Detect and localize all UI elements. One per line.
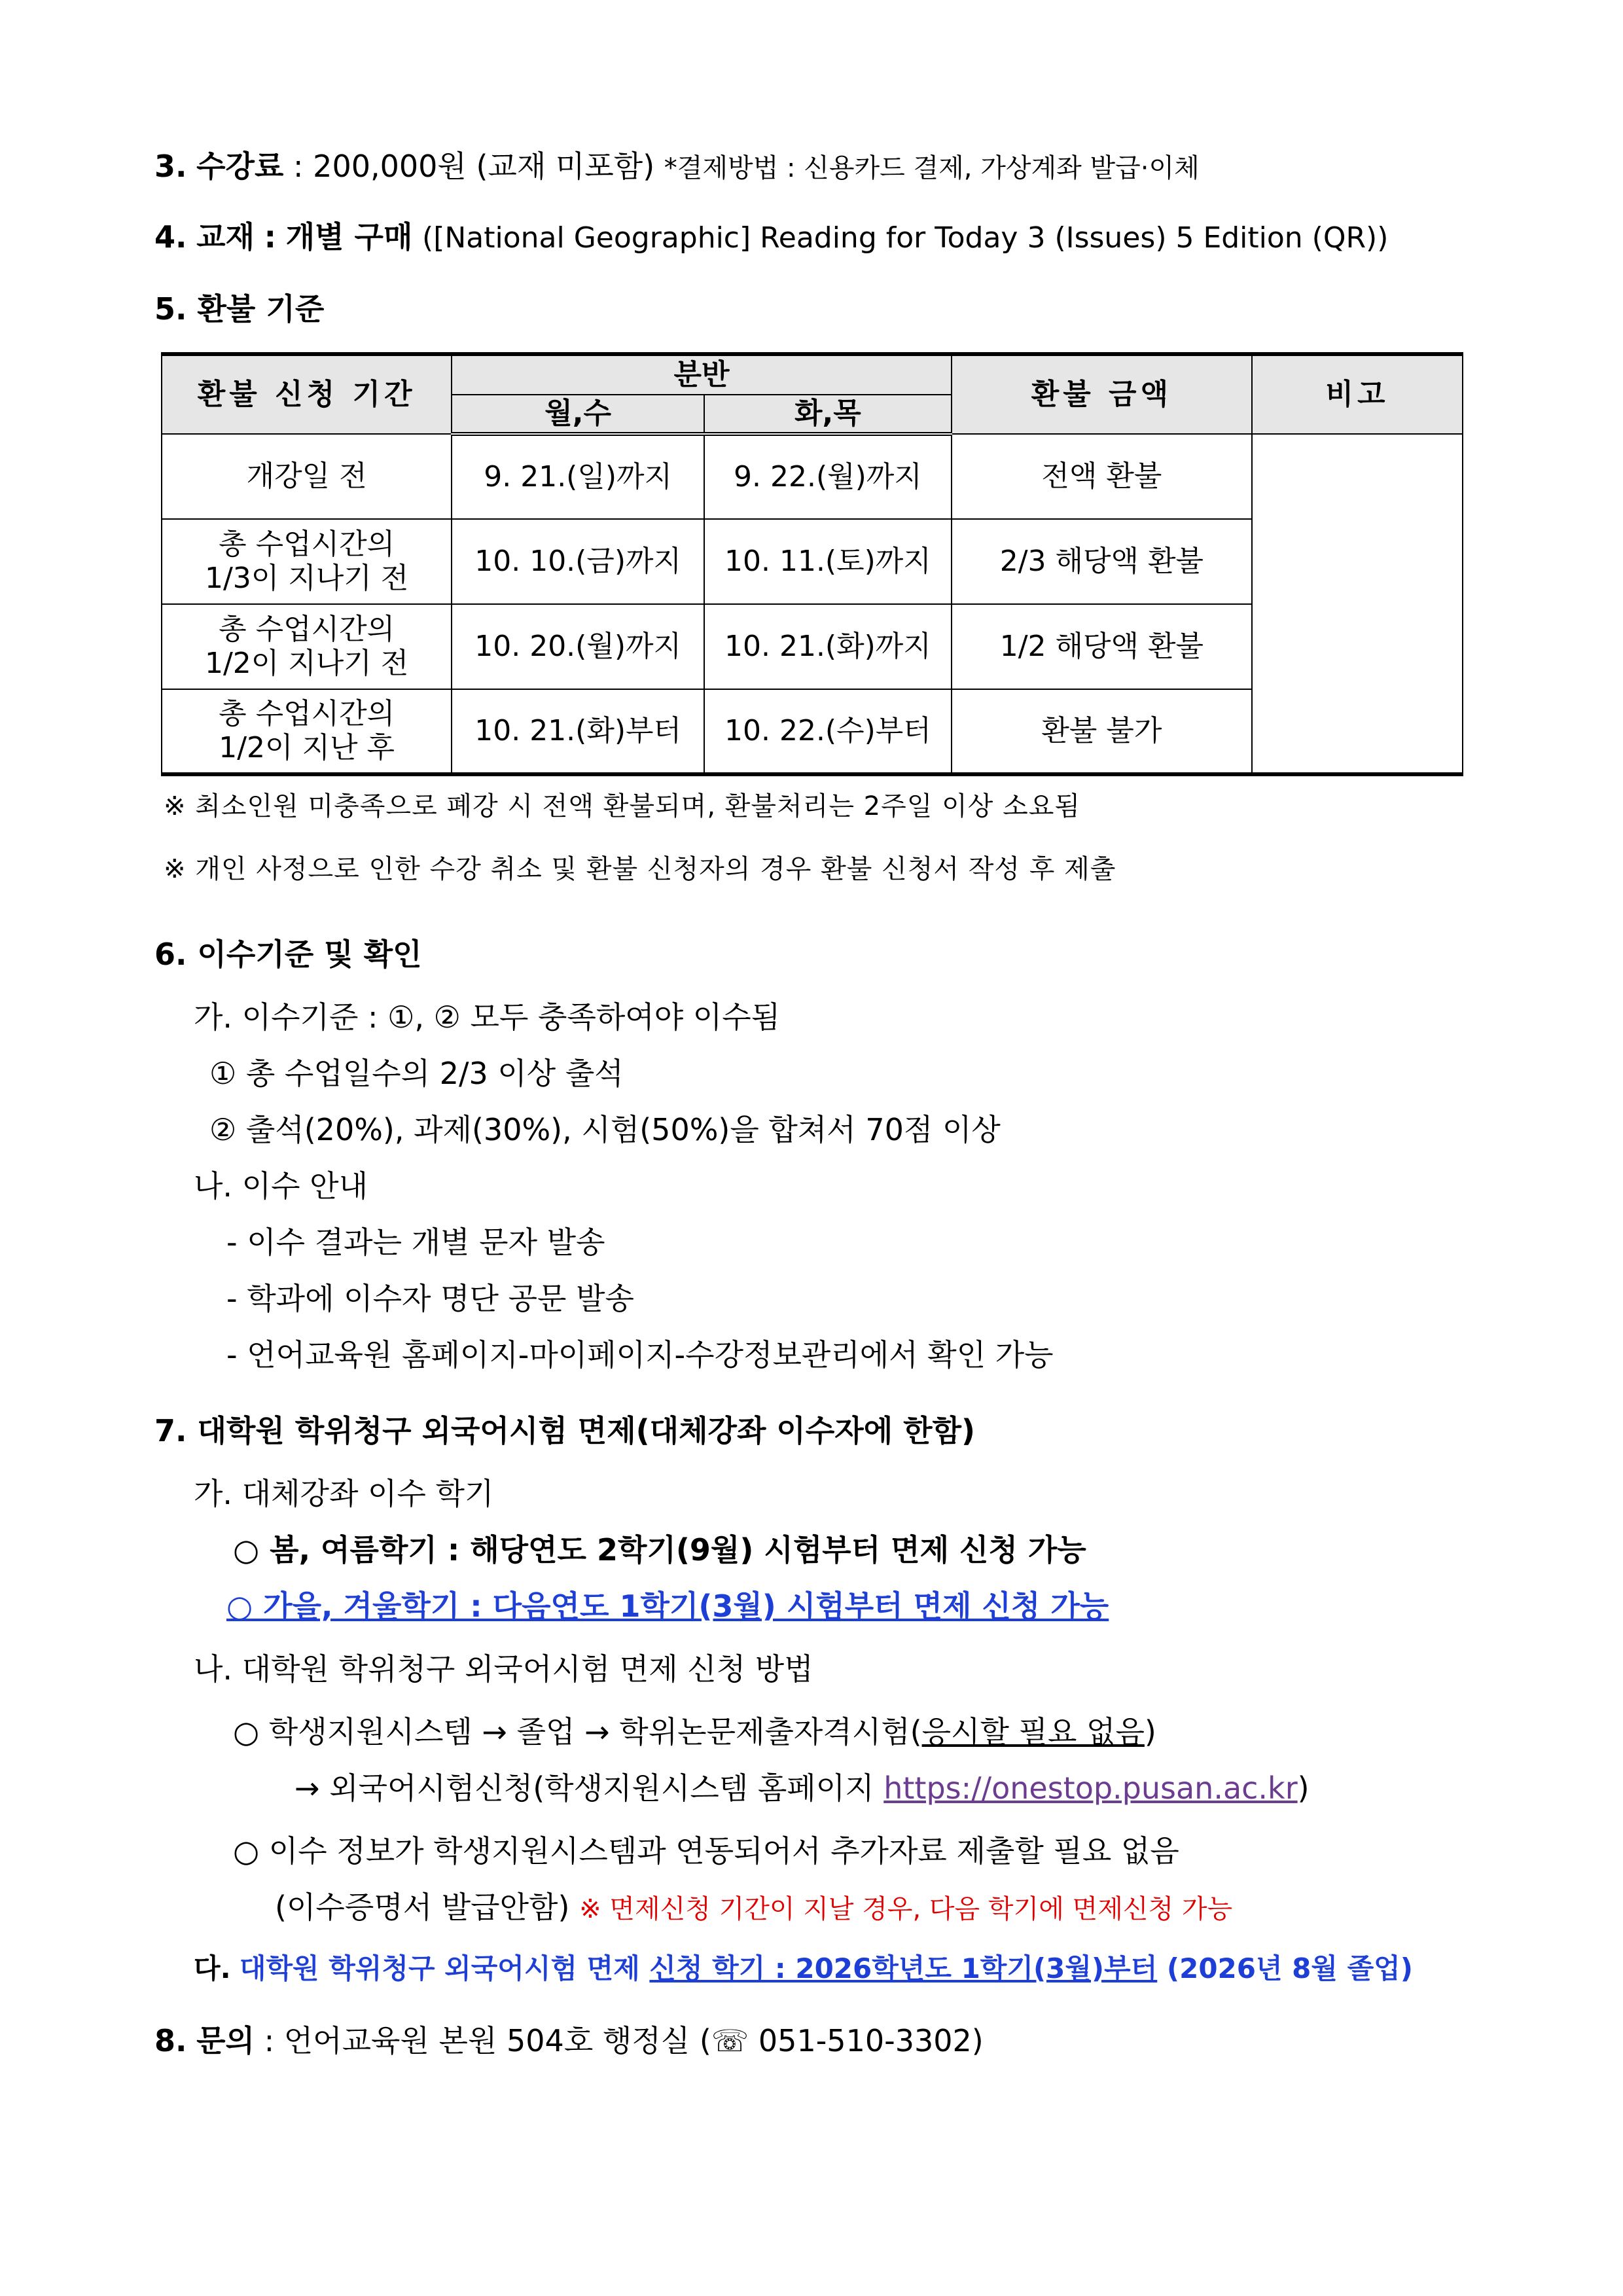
section-number: 3. bbox=[154, 149, 187, 184]
section-5-heading: 5. 환불 기준 bbox=[154, 291, 325, 327]
amount-cell: 전액 환불 bbox=[952, 434, 1252, 519]
purchase-type: 개별 구매 bbox=[285, 219, 413, 255]
tue-thu-cell: 10. 21.(화)까지 bbox=[704, 604, 952, 689]
completion-criteria: 가. 이수기준 : ①, ② 모두 충족하여야 이수됨 bbox=[194, 999, 781, 1035]
exemption-semester bbox=[194, 1948, 1413, 1990]
period-cell: 총 수업시간의 1/3이 지나기 전 bbox=[162, 519, 452, 604]
method-step-1 bbox=[233, 1711, 1156, 1753]
no-exam-needed: 응시할 필요 없음 bbox=[921, 1714, 1145, 1749]
fall-winter-rule: ○ 가을, 겨울학기 : 다음연도 1학기(3월) 시험부터 면제 신청 가능 bbox=[226, 1588, 1109, 1624]
period-cell: 개강일 전 bbox=[162, 434, 452, 519]
section-8-inquiry bbox=[154, 2020, 984, 2062]
mon-wed-cell: 9. 21.(일)까지 bbox=[452, 434, 704, 519]
tue-thu-cell: 9. 22.(월)까지 bbox=[704, 434, 952, 519]
note-cell bbox=[1252, 434, 1463, 774]
method-step-1-text: ○ 학생지원시스템 → 졸업 → 학위논문제출자격시험( bbox=[233, 1714, 922, 1749]
period-cell: 총 수업시간의 1/2이 지나기 전 bbox=[162, 604, 452, 689]
header-note: 비고 bbox=[1252, 354, 1463, 434]
exemption-semester-text-1: 대학원 학위청구 외국어시험 면제 bbox=[239, 1952, 650, 1984]
colon: : bbox=[293, 149, 304, 184]
table-row bbox=[162, 434, 1463, 519]
guide-item-2: - 학과에 이수자 명단 공문 발송 bbox=[226, 1281, 634, 1316]
payment-method: *결제방법 : 신용카드 결제, 가상계좌 발급·이체 bbox=[664, 153, 1200, 183]
amount-cell: 환불 불가 bbox=[952, 689, 1252, 774]
paren-close: ) bbox=[1297, 1770, 1310, 1806]
criteria-2: ② 출석(20%), 과제(30%), 시험(50%)을 합쳐서 70점 이상 bbox=[209, 1112, 1001, 1147]
tue-thu-cell: 10. 22.(수)부터 bbox=[704, 689, 952, 774]
exemption-method: 나. 대학원 학위청구 외국어시험 면제 신청 방법 bbox=[194, 1651, 813, 1687]
section-title: 문의 bbox=[196, 2023, 255, 2058]
colon: : bbox=[264, 219, 277, 255]
method-step-2 bbox=[294, 1767, 1310, 1809]
guide-item-1: - 이수 결과는 개별 문자 발송 bbox=[226, 1225, 605, 1260]
spring-summer-rule: ○ 봄, 여름학기 : 해당연도 2학기(9월) 시험부터 면제 신청 가능 bbox=[233, 1532, 1086, 1568]
mon-wed-cell: 10. 20.(월)까지 bbox=[452, 604, 704, 689]
exemption-semester-text-3: (2026년 8월 졸업) bbox=[1157, 1952, 1413, 1984]
section-6-heading: 6. 이수기준 및 확인 bbox=[154, 937, 422, 972]
section-7-heading: 7. 대학원 학위청구 외국어시험 면제(대체강좌 이수자에 한함) bbox=[154, 1413, 976, 1448]
onestop-link[interactable]: https://onestop.pusan.ac.kr bbox=[883, 1770, 1298, 1806]
header-class: 분반 bbox=[452, 354, 952, 395]
section-number: 8. bbox=[154, 2023, 187, 2058]
header-tue-thu: 화,목 bbox=[704, 395, 952, 434]
fee-amount: 200,000원 (교재 미포함) bbox=[313, 149, 655, 184]
textbook-title: ([National Geographic] Reading for Today 3 (Issues) 5 Edition (QR)) bbox=[422, 221, 1389, 255]
no-certificate-text: (이수증명서 발급안함) bbox=[275, 1890, 570, 1925]
guide-item-3: - 언어교육원 홈페이지-마이페이지-수강정보관리에서 확인 가능 bbox=[226, 1337, 1054, 1372]
method-step-2-text: → 외국어시험신청(학생지원시스템 홈페이지 bbox=[294, 1770, 884, 1806]
method-step-3: ○ 이수 정보가 학생지원시스템과 연동되어서 추가자료 제출할 필요 없음 bbox=[233, 1833, 1179, 1869]
tue-thu-cell: 10. 11.(토)까지 bbox=[704, 519, 952, 604]
method-step-4 bbox=[275, 1886, 1232, 1930]
section-title: 교재 bbox=[196, 219, 255, 255]
header-period: 환불 신청 기간 bbox=[162, 354, 452, 434]
mon-wed-cell: 10. 10.(금)까지 bbox=[452, 519, 704, 604]
inquiry-contact: : 언어교육원 본원 504호 행정실 (☏ 051-510-3302) bbox=[264, 2023, 984, 2058]
header-mon-wed: 월,수 bbox=[452, 395, 704, 434]
section-title: 수강료 bbox=[196, 149, 284, 184]
section-number: 4. bbox=[154, 219, 187, 255]
paren-close: ) bbox=[1144, 1714, 1156, 1749]
criteria-1: ① 총 수업일수의 2/3 이상 출석 bbox=[209, 1056, 624, 1091]
exemption-semester-text-2: 신청 학기 : 2026학년도 1학기(3월)부터 bbox=[649, 1952, 1158, 1984]
amount-cell: 2/3 해당액 환불 bbox=[952, 519, 1252, 604]
deadline-warning: ※ 면제신청 기간이 지날 경우, 다음 학기에 면제신청 가능 bbox=[579, 1894, 1233, 1924]
mon-wed-cell: 10. 21.(화)부터 bbox=[452, 689, 704, 774]
header-amount: 환불 금액 bbox=[952, 354, 1252, 434]
section-4-textbook bbox=[154, 216, 1388, 259]
refund-note-1: ※ 최소인원 미충족으로 폐강 시 전액 환불되며, 환불처리는 2주일 이상 소요됨 bbox=[164, 791, 1081, 821]
section-3-fee bbox=[154, 145, 1200, 189]
period-cell: 총 수업시간의 1/2이 지난 후 bbox=[162, 689, 452, 774]
refund-note-2: ※ 개인 사정으로 인한 수강 취소 및 환불 신청자의 경우 환불 신청서 작성 후 제출 bbox=[164, 854, 1116, 884]
completion-guide: 나. 이수 안내 bbox=[194, 1168, 368, 1204]
substitute-course-semester: 가. 대체강좌 이수 학기 bbox=[194, 1476, 494, 1511]
item-label: 다. bbox=[194, 1952, 231, 1984]
refund-table bbox=[161, 352, 1463, 776]
amount-cell: 1/2 해당액 환불 bbox=[952, 604, 1252, 689]
